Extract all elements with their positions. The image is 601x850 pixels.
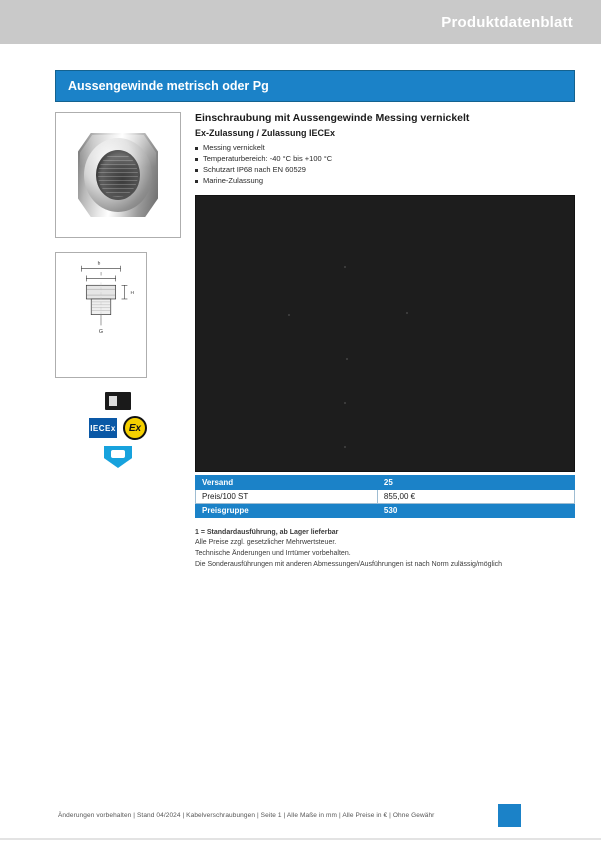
page-title: Produktdatenblatt	[441, 13, 573, 31]
product-description-subtitle: Ex-Zulassung / Zulassung IECEx	[195, 128, 336, 139]
footnote-line: Alle Preise zzgl. gesetzlicher Mehrwertsteuer.	[195, 539, 337, 547]
table-row	[196, 489, 575, 503]
footer-text: Änderungen vorbehalten | Stand 04/2024 | Kabelverschraubungen | Seite 1 | Alle Maße in mm | Alle Preise in € | Ohne Gewähr	[58, 812, 435, 819]
media-column	[55, 112, 183, 571]
details-column	[195, 112, 575, 571]
svg-text:b: b	[97, 261, 101, 267]
list-item: Temperaturbereich: -40 °C bis +100 °C	[195, 154, 575, 165]
icon-row-3	[104, 446, 132, 468]
footnotes	[195, 528, 575, 571]
footer-divider	[0, 838, 601, 840]
table-row	[196, 503, 575, 517]
table-cell-value: 855,00 €	[377, 489, 574, 503]
datasheet-body	[55, 70, 575, 571]
summary-table	[195, 475, 575, 518]
product-photo	[55, 112, 181, 238]
approval-icons	[55, 392, 181, 468]
footnote-line: Technische Änderungen und Irrtümer vorbehalten.	[195, 550, 351, 558]
product-description-title: Einschraubung mit Aussengewinde Messing vernickelt	[195, 112, 470, 124]
section-title: Aussengewinde metrisch oder Pg	[68, 79, 269, 93]
hex-nut-icon	[74, 127, 162, 223]
footnote-line: Die Sonderausführungen mit anderen Abmessungen/Ausführungen ist nach Norm zulässig/möglich	[195, 561, 503, 569]
svg-text:G: G	[98, 329, 104, 336]
page-badge	[498, 804, 521, 827]
svg-text:l: l	[100, 272, 102, 278]
feature-list	[195, 143, 575, 187]
technical-drawing	[55, 252, 147, 378]
svg-text:H: H	[130, 291, 135, 297]
list-item: Marine-Zulassung	[195, 176, 575, 187]
icon-row-1	[105, 392, 131, 410]
icon-row-2	[89, 416, 147, 440]
table-row	[196, 475, 575, 489]
atex-ex-icon: Ex	[123, 416, 147, 440]
enclosure-icon	[105, 392, 131, 410]
content-row	[55, 112, 575, 571]
page-footer	[0, 794, 601, 850]
table-cell-value: 530	[377, 503, 574, 517]
table-cell-label: Versand	[196, 475, 378, 489]
list-item: Schutzart IP68 nach EN 60529	[195, 165, 575, 176]
table-cell-value: 25	[377, 475, 574, 489]
variants-table-panel	[195, 195, 575, 472]
page-header	[0, 0, 601, 44]
footnote-line: 1 = Standardausführung, ab Lager lieferbar	[195, 528, 339, 536]
drawing-svg	[56, 253, 146, 376]
marine-approval-icon	[104, 446, 132, 468]
table-cell-label: Preisgruppe	[196, 503, 378, 517]
header-divider	[0, 44, 601, 47]
iecex-icon: IECEx	[89, 418, 117, 438]
table-cell-label: Preis/100 ST	[196, 489, 378, 503]
list-item: Messing vernickelt	[195, 143, 575, 154]
section-header	[55, 70, 575, 102]
